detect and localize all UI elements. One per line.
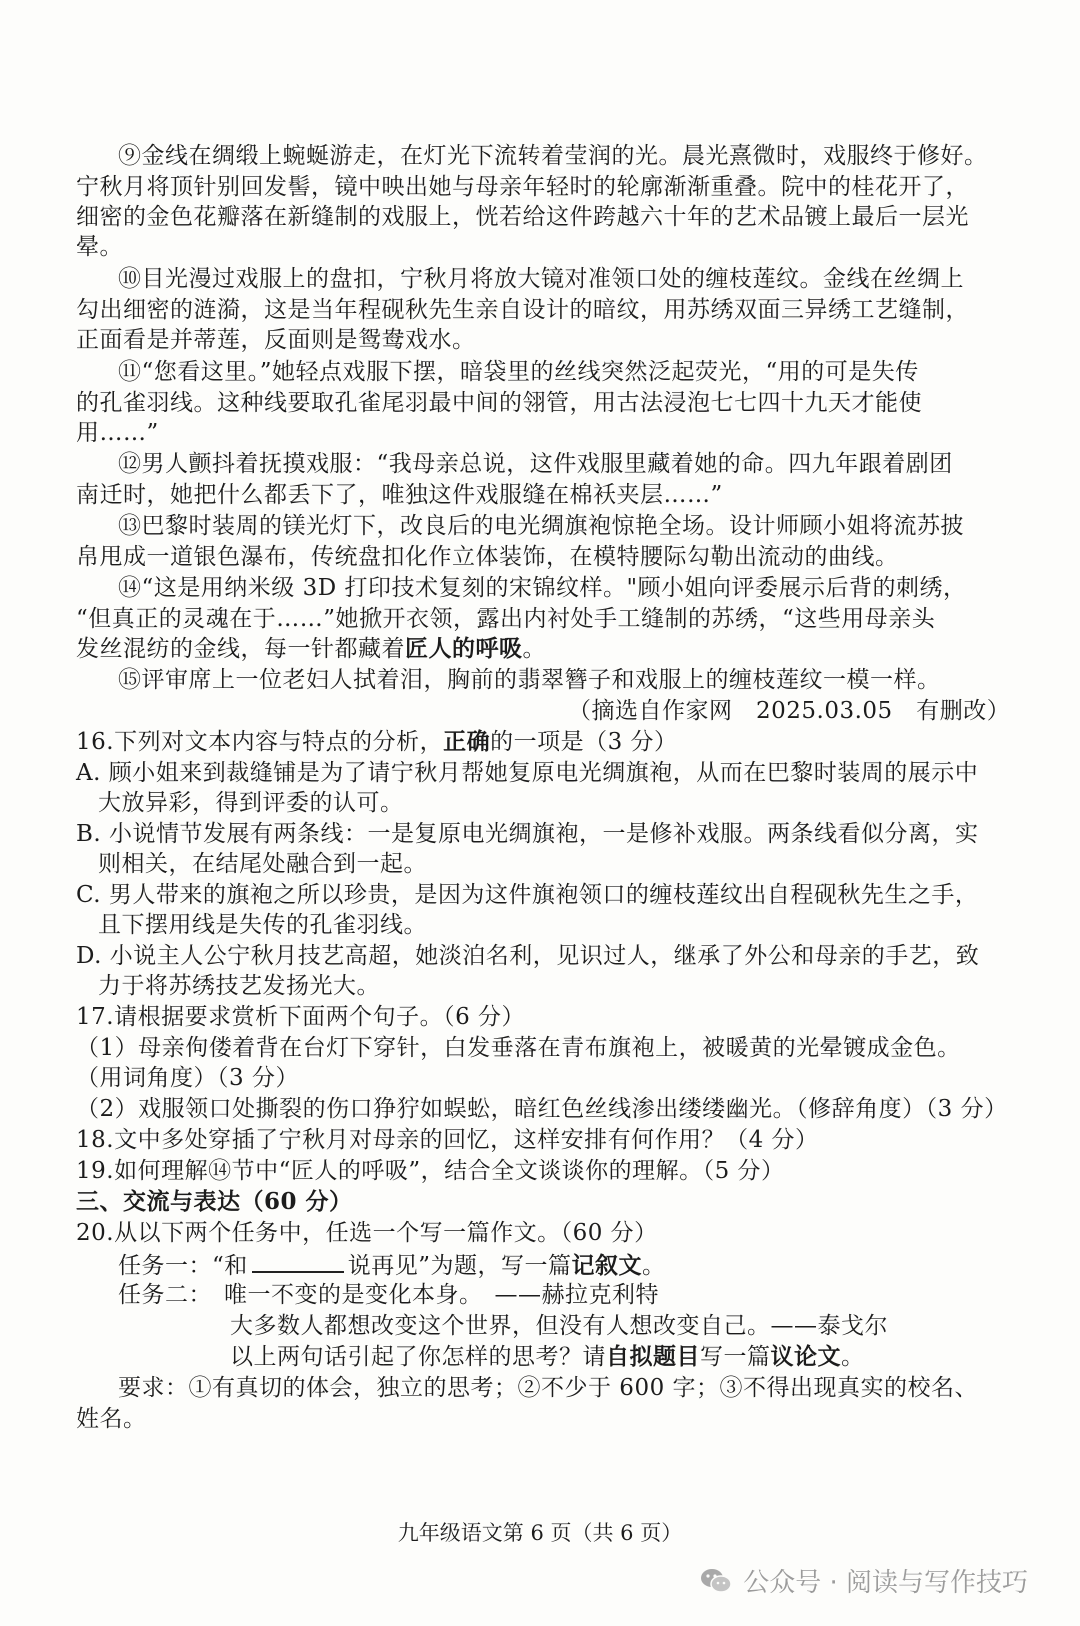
q16-option-d-2: 力于将苏绣技艺发扬光大。 xyxy=(98,973,380,999)
p14-line-3-text: 发丝混纺的金线，每一针都藏着 xyxy=(76,636,405,662)
section-3-title: 三、交流与表达（60 分） xyxy=(76,1188,353,1215)
q16-option-d-1: D. 小说主人公宁秋月技艺高超，她淡泊名利，见识过人，继承了外公和母亲的手艺，致 xyxy=(76,943,980,969)
task1-end: 。 xyxy=(642,1253,666,1279)
p13-line-2: 帛甩成一道银色瀑布，传统盘扣化作立体装饰，在模特腰际勾勒出流动的曲线。 xyxy=(76,544,899,570)
task2-c3: 。 xyxy=(841,1344,865,1370)
p14-line-3 xyxy=(76,634,546,664)
page-footer: 九年级语文第 6 页（共 6 页） xyxy=(397,1521,683,1545)
q17-stem: 17.请根据要求赏析下面两个句子。（6 分） xyxy=(76,1004,526,1030)
q20-requirements-2: 姓名。 xyxy=(76,1406,147,1432)
watermark-text: 公众号 · 阅读与写作技巧 xyxy=(743,1568,1028,1598)
q16-stem-bold: 正确 xyxy=(443,728,491,755)
q16-option-b-1: B. 小说情节发展有两条线：一是复原电光绸旗袍，一是修补戏服。两条线看似分离，实 xyxy=(76,821,979,847)
p13-line-1: ⑬巴黎时装周的镁光灯下，改良后的电光绸旗袍惊艳全场。设计师顾小姐将流苏披 xyxy=(118,513,964,539)
task2-bold-1: 自拟题目 xyxy=(606,1343,700,1370)
source-citation: （摘选自作家网 2025.03.05 有删改） xyxy=(568,698,1011,724)
q16-option-c-2: 且下摆用线是失传的孔雀羽线。 xyxy=(98,912,427,938)
task1-bold: 记叙文 xyxy=(571,1252,643,1279)
q19: 19.如何理解⑭节中“匠人的呼吸”，结合全文谈谈你的理解。（5 分） xyxy=(76,1158,785,1184)
p9-line-2: 宁秋月将顶针别回发髻，镜中映出她与母亲年轻时的轮廓渐渐重叠。院中的桂花开了， xyxy=(76,174,969,200)
watermark xyxy=(699,1562,1028,1599)
task2-bold-2: 议论文 xyxy=(770,1343,841,1370)
q16-option-a-2: 大放异彩，得到评委的认可。 xyxy=(98,790,404,816)
q17-sentence-1-note: （用词角度）（3 分） xyxy=(76,1065,299,1091)
q20-requirements: 要求：①有真切的体会，独立的思考；②不少于 600 字；③不得出现真实的校名、 xyxy=(118,1375,979,1401)
p12-line-1: ⑫男人颤抖着抚摸戏服：“我母亲总说，这件戏服里藏着她的命。四九年跟着剧团 xyxy=(118,451,953,477)
q16-option-a-1: A. 顾小姐来到裁缝铺是为了请宁秋月帮她复原电光绸旗袍，从而在巴黎时装周的展示中 xyxy=(76,760,979,786)
p11-line-2: 的孔雀羽线。这种线要取孔雀尾羽最中间的翎管，用古法浸泡七七四十九天才能使 xyxy=(76,390,922,416)
q16-option-b-2: 则相关，在结尾处融合到一起。 xyxy=(98,851,427,877)
q17-sentence-2: （2）戏服领口处撕裂的伤口狰狞如蜈蚣，暗红色丝线渗出缕缕幽光。（修辞角度）（3 分） xyxy=(76,1096,1008,1122)
p9-line-4: 晕。 xyxy=(76,234,123,260)
p9-line-1: ⑨金线在绸缎上蜿蜒游走，在灯光下流转着莹润的光。晨光熹微时，戏服终于修好。 xyxy=(118,143,988,169)
q20-task-2: 任务二： 唯一不变的是变化本身。 ——赫拉克利特 xyxy=(118,1282,659,1308)
task1-a: 任务一：“和 xyxy=(118,1253,248,1279)
task1-b: 说再见”为题，写一篇 xyxy=(347,1253,572,1279)
q16-stem-b: 的一项是（3 分） xyxy=(490,729,678,755)
q20-stem: 20.从以下两个任务中，任选一个写一篇作文。（60 分） xyxy=(76,1220,658,1246)
p10-line-1: ⑩目光漫过戏服上的盘扣，宁秋月将放大镜对准领口处的缠枝莲纹。金线在丝绸上 xyxy=(118,266,964,292)
p9-line-3: 细密的金色花瓣落在新缝制的戏服上，恍若给这件跨越六十年的艺术品镀上最后一层光 xyxy=(76,204,969,230)
task2-c2: 写一篇 xyxy=(700,1344,771,1370)
p14-line-1: ⑭“这是用纳米级 3D 打印技术复刻的宋锦纹样。"顾小姐向评委展示后背的刺绣， xyxy=(118,575,967,601)
p14-end: 。 xyxy=(522,636,546,662)
task2-c1: 以上两句话引起了你怎样的思考？请 xyxy=(230,1344,606,1370)
title-blank xyxy=(252,1249,344,1273)
p14-line-2: “但真正的灵魂在于……”她掀开衣领，露出内衬处手工缝制的苏绣，“这些用母亲头 xyxy=(76,606,936,632)
p10-line-3: 正面看是并蒂莲，反面则是鸳鸯戏水。 xyxy=(76,327,476,353)
wechat-icon xyxy=(699,1564,733,1598)
p15-line-1: ⑮评审席上一位老妇人拭着泪，胸前的翡翠簪子和戏服上的缠枝莲纹一模一样。 xyxy=(118,667,941,693)
p11-line-1: ⑪“您看这里。”她轻点戏服下摆，暗袋里的丝线突然泛起荧光，“用的可是失传 xyxy=(118,359,919,385)
q16-stem-a: 16.下列对文本内容与特点的分析， xyxy=(76,729,444,755)
q20-task-2-quote-2: 大多数人都想改变这个世界，但没有人想改变自己。——泰戈尔 xyxy=(230,1313,888,1339)
q20-task-2-instruction xyxy=(230,1342,865,1372)
q16-stem xyxy=(76,727,678,757)
p10-line-2: 勾出细密的涟漪，这是当年程砚秋先生亲自设计的暗纹，用苏绣双面三异绣工艺缝制， xyxy=(76,297,969,323)
p14-bold-phrase: 匠人的呼吸 xyxy=(405,635,523,662)
p12-line-2: 南迁时，她把什么都丢下了，唯独这件戏服缝在棉袄夹层……” xyxy=(76,482,723,508)
q17-sentence-1: （1）母亲佝偻着背在台灯下穿针，白发垂落在青布旗袍上，被暖黄的光晕镀成金色。 xyxy=(76,1035,961,1061)
p11-line-3: 用……” xyxy=(76,420,159,446)
q16-option-c-1: C. 男人带来的旗袍之所以珍贵，是因为这件旗袍领口的缠枝莲纹出自程砚秋先生之手， xyxy=(76,882,979,908)
q18: 18.文中多处穿插了宁秋月对母亲的回忆，这样安排有何作用？（4 分） xyxy=(76,1127,819,1153)
q20-task-1 xyxy=(118,1249,666,1281)
